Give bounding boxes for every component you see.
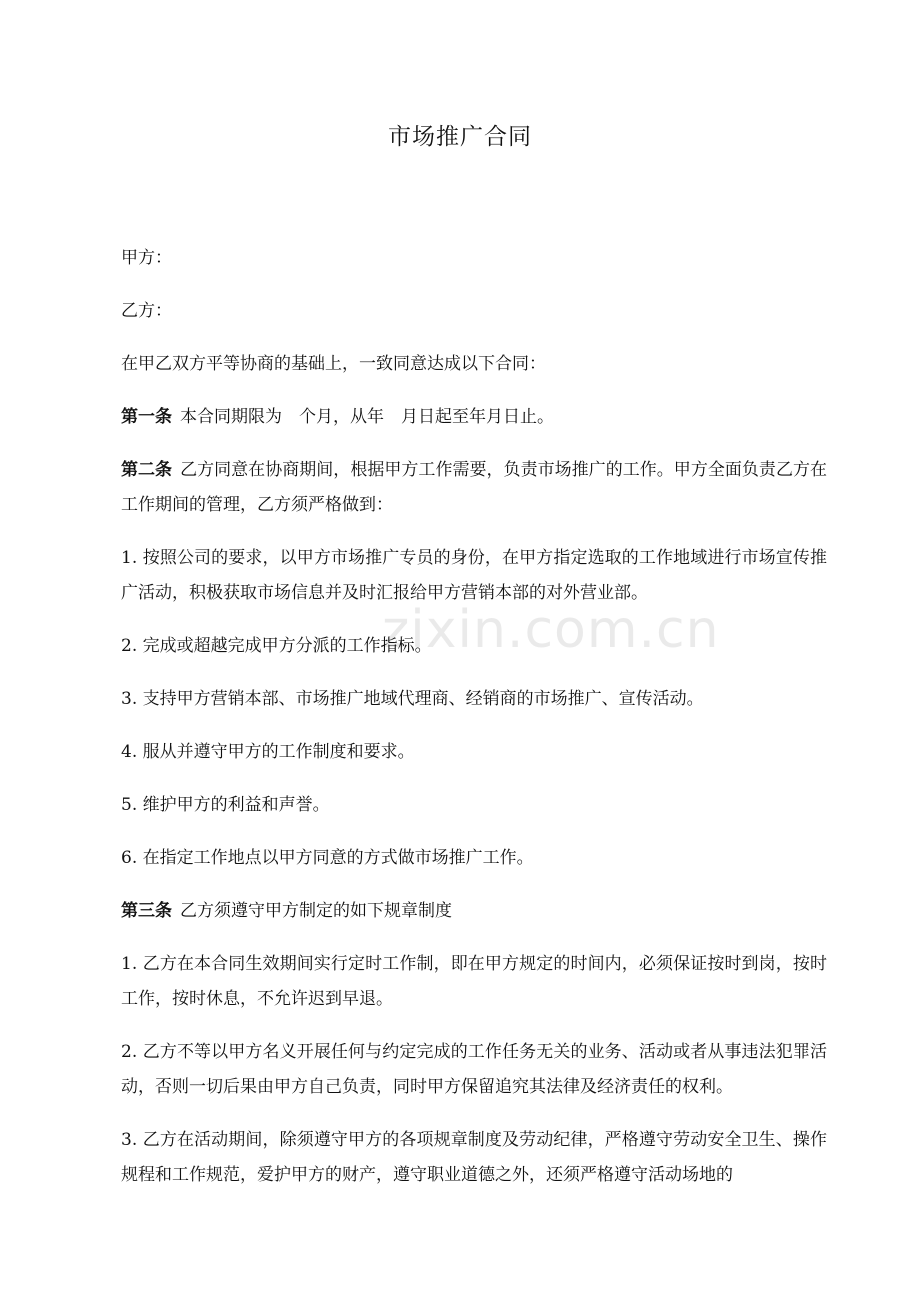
article-3-label: 第三条 [121,901,172,921]
article-1 [121,400,827,435]
document-title: 市场推广合同 [388,124,532,150]
article-2-item: 3. 支持甲方营销本部、市场推广地域代理商、经销商的市场推广、宣传活动。 [121,689,704,709]
article-1-text: 本合同期限为 个月，从年 月日起至年月日止。 [180,407,554,427]
article-2-item: 6. 在指定工作地点以甲方同意的方式做市场推广工作。 [121,848,534,868]
party-b-line: 乙方： [121,301,172,321]
party-a-line: 甲方： [121,248,172,268]
article-2-item: 1. 按照公司的要求，以甲方市场推广专员的身份，在甲方指定选取的工作地域进行市场宣传推广活动，积极获取市场信息并及时汇报给甲方营销本部的对外营业部。 [121,548,827,603]
article-3-item: 1. 乙方在本合同生效期间实行定时工作制，即在甲方规定的时间内，必须保证按时到岗，按时工作，按时休息，不允许迟到早退。 [121,954,827,1009]
article-3-item: 3. 乙方在活动期间，除须遵守甲方的各项规章制度及劳动纪律，严格遵守劳动安全卫生、操作规程和工作规范，爱护甲方的财产，遵守职业道德之外，还须严格遵守活动场地的 [121,1130,827,1185]
article-2-item: 5. 维护甲方的利益和声誉。 [121,795,330,815]
article-3-item: 2. 乙方不等以甲方名义开展任何与约定完成的工作任务无关的业务、活动或者从事违法犯罪活动，否则一切后果由甲方自己负责，同时甲方保留追究其法律及经济责任的权利。 [121,1042,827,1097]
article-2 [121,453,827,523]
article-3 [121,894,827,929]
watermark: zixin.com.cn [382,600,720,660]
article-2-item: 4. 服从并遵守甲方的工作制度和要求。 [121,742,415,762]
article-2-item: 2. 完成或超越完成甲方分派的工作指标。 [121,636,432,656]
document-body [121,241,827,1211]
article-3-text: 乙方须遵守甲方制定的如下规章制度 [180,901,452,921]
article-2-text: 乙方同意在协商期间，根据甲方工作需要，负责市场推广的工作。甲方全面负责乙方在工作期间的管理，乙方须严格做到： [121,460,828,515]
article-1-label: 第一条 [121,407,172,427]
intro-paragraph: 在甲乙双方平等协商的基础上，一致同意达成以下合同： [121,354,546,374]
article-2-label: 第二条 [121,460,173,480]
